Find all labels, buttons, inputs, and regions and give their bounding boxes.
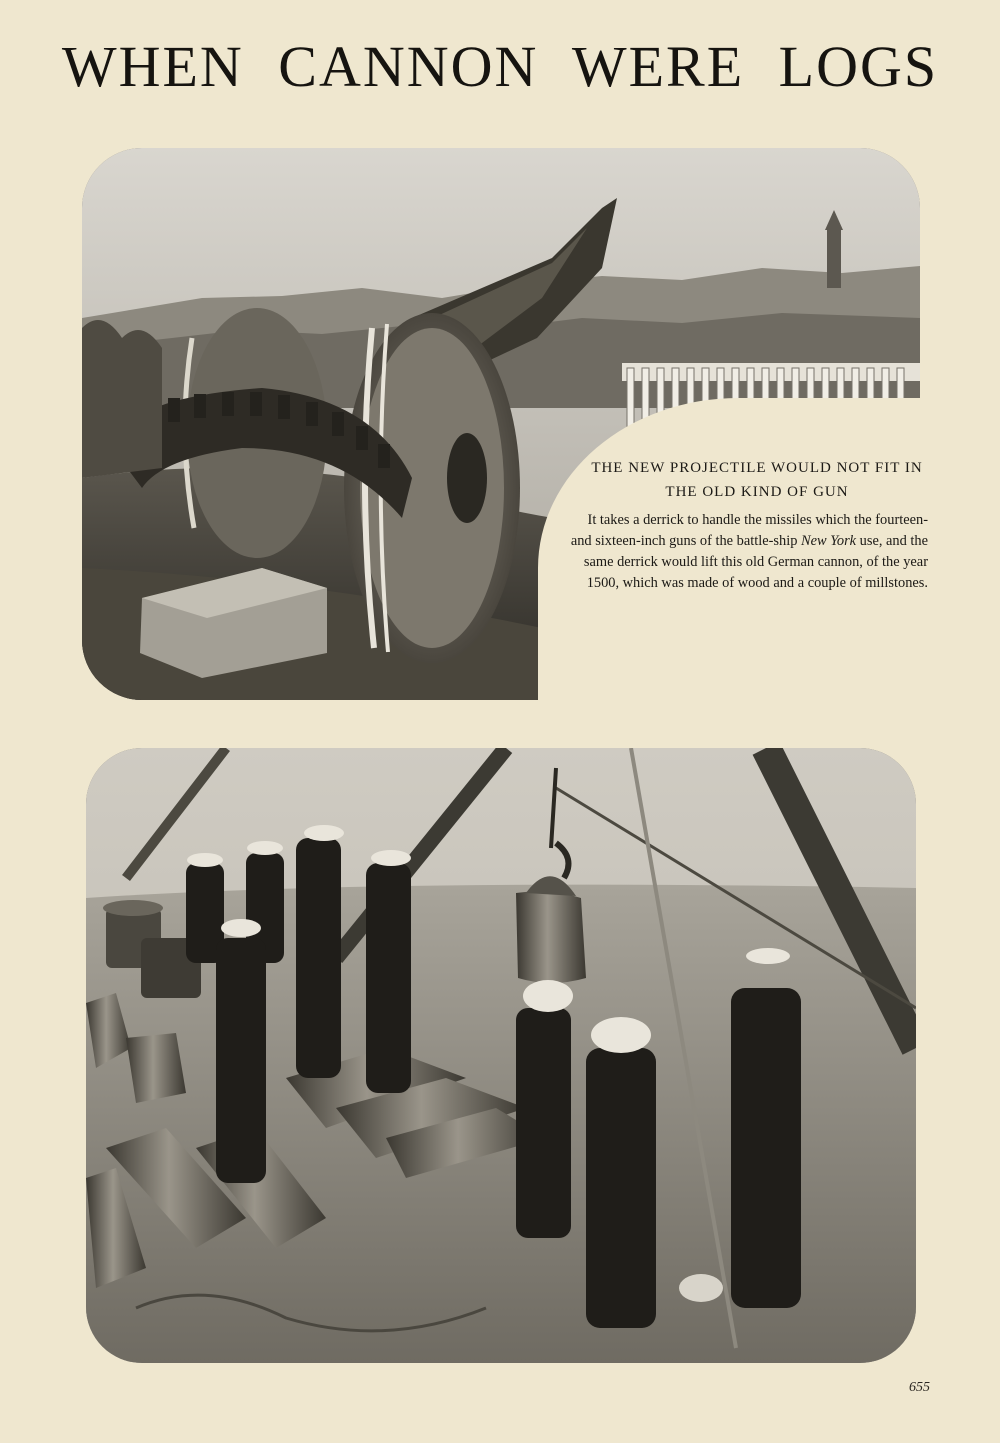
caption-body-part1: It takes a derrick to handle the missiles which the fourteen- and sixteen-inch guns of the battle-ship <box>570 512 928 549</box>
caption-body-part2: use, and the same derrick would lift this old German cannon, of the year 1500, which was made of wood and a couple of millstones. <box>583 533 928 591</box>
caption-body <box>566 510 928 594</box>
ship-name: New York <box>801 533 857 549</box>
page-number: 655 <box>909 1380 930 1395</box>
sailors-projectile-photo <box>86 748 916 1363</box>
photo-caption <box>566 456 928 594</box>
caption-title: THE NEW PROJECTILE WOULD NOT FIT IN THE OLD KIND OF GUN <box>591 460 923 500</box>
article-headline: WHEN CANNON WERE LOGS <box>61 34 939 99</box>
sailors-projectile-illustration <box>86 748 916 1363</box>
